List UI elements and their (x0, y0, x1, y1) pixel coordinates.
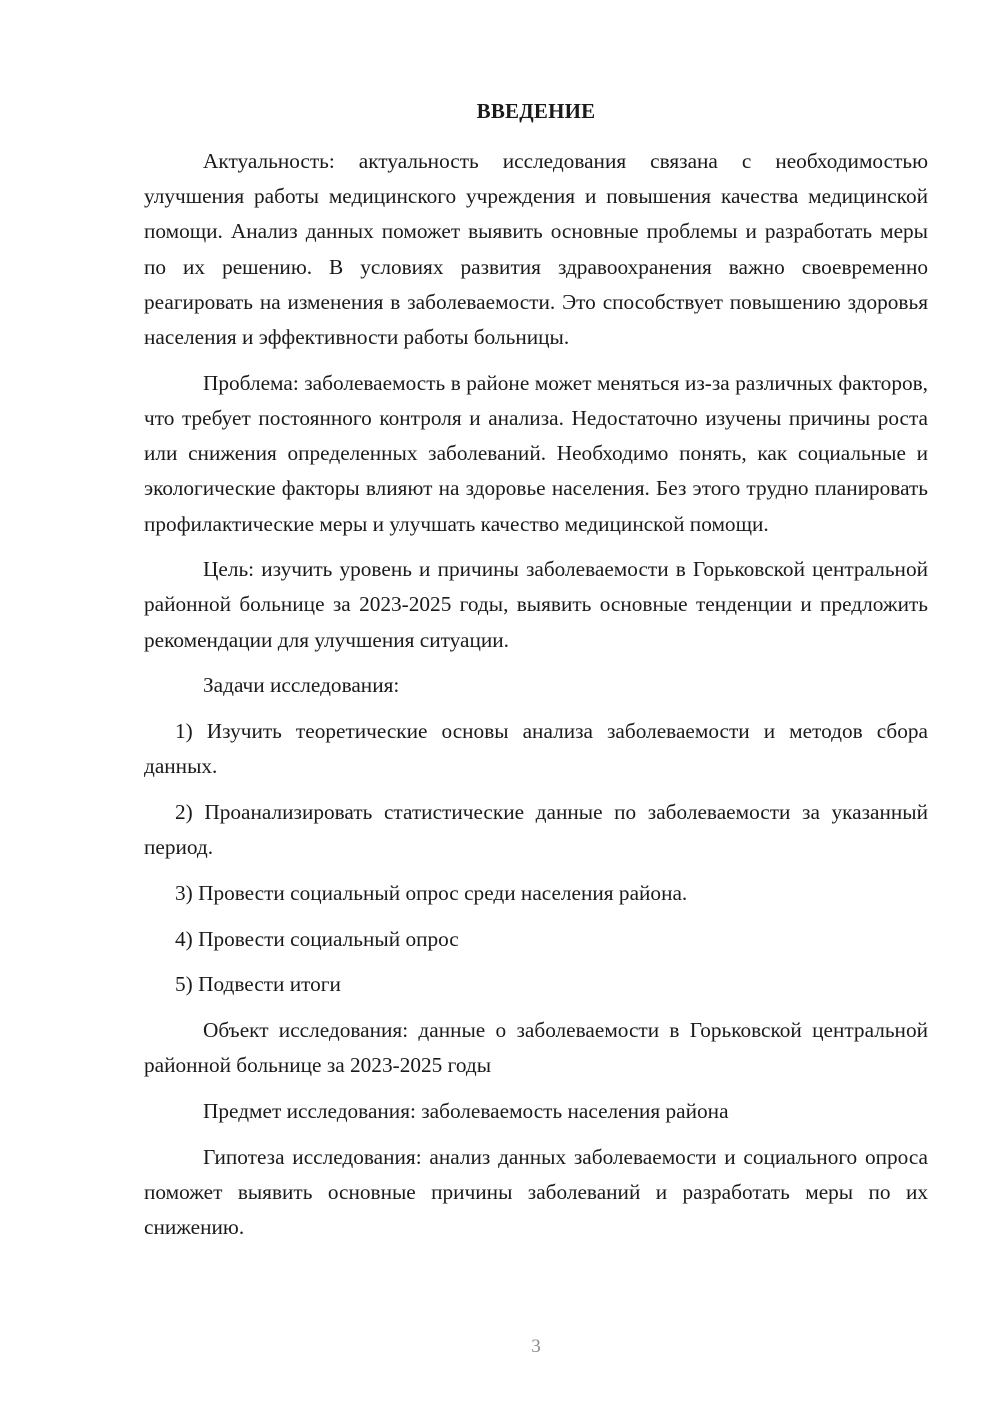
task-item-1: 1) Изучить теоретические основы анализа заболеваемости и методов сбора данных. (144, 719, 928, 779)
research-object-paragraph: Объект исследования: данные о заболеваемости в Горьковской центральной районной больнице за 2023-2025 годы (144, 1017, 928, 1078)
document-page (144, 0, 928, 1414)
research-subject-paragraph: Предмет исследования: заболеваемость населения района (203, 1098, 729, 1123)
tasks-heading: Задачи исследования: (203, 673, 400, 698)
task-item-5: 5) Подвести итоги (175, 972, 341, 997)
relevance-paragraph: Актуальность: актуальность исследования связана с необходимостью улучшения работы медицинского учреждения и повышения качества медицинской помощи. Анализ данных поможет выявить основные проблемы и разработать меры по их решению. В условиях развития здравоохранения важно своевременно реагировать на изменения в заболеваемости. Это способствует повышению здоровья населения и эффективности работы больницы. (144, 149, 928, 350)
page-number: 3 (531, 1336, 541, 1357)
problem-paragraph: Проблема: заболеваемость в районе может меняться из-за различных факторов, что требует постоянного контроля и анализа. Недостаточно изучены причины роста или снижения определенных заболеваний. Необходимо понять, как социальные и экологические факторы влияют на здоровье населения. Без этого трудно планировать профилактические меры и улучшать качество медицинской помощи. (144, 370, 928, 536)
section-heading: ВВЕДЕНИЕ (476, 99, 596, 123)
goal-paragraph: Цель: изучить уровень и причины заболеваемости в Горьковской центральной районной больнице за 2023-2025 годы, выявить основные тенденции и предложить рекомендации для улучшения ситуации. (144, 557, 928, 652)
document-body (144, 144, 928, 1245)
task-item-4: 4) Провести социальный опрос (175, 926, 459, 951)
task-item-2: 2) Проанализировать статистические данные по заболеваемости за указанный период. (144, 799, 928, 860)
task-item-3: 3) Провести социальный опрос среди населения района. (175, 880, 688, 905)
hypothesis-paragraph: Гипотеза исследования: анализ данных заболеваемости и социального опроса поможет выявить основные причины заболеваний и разработать меры по их снижению. (144, 1144, 928, 1239)
